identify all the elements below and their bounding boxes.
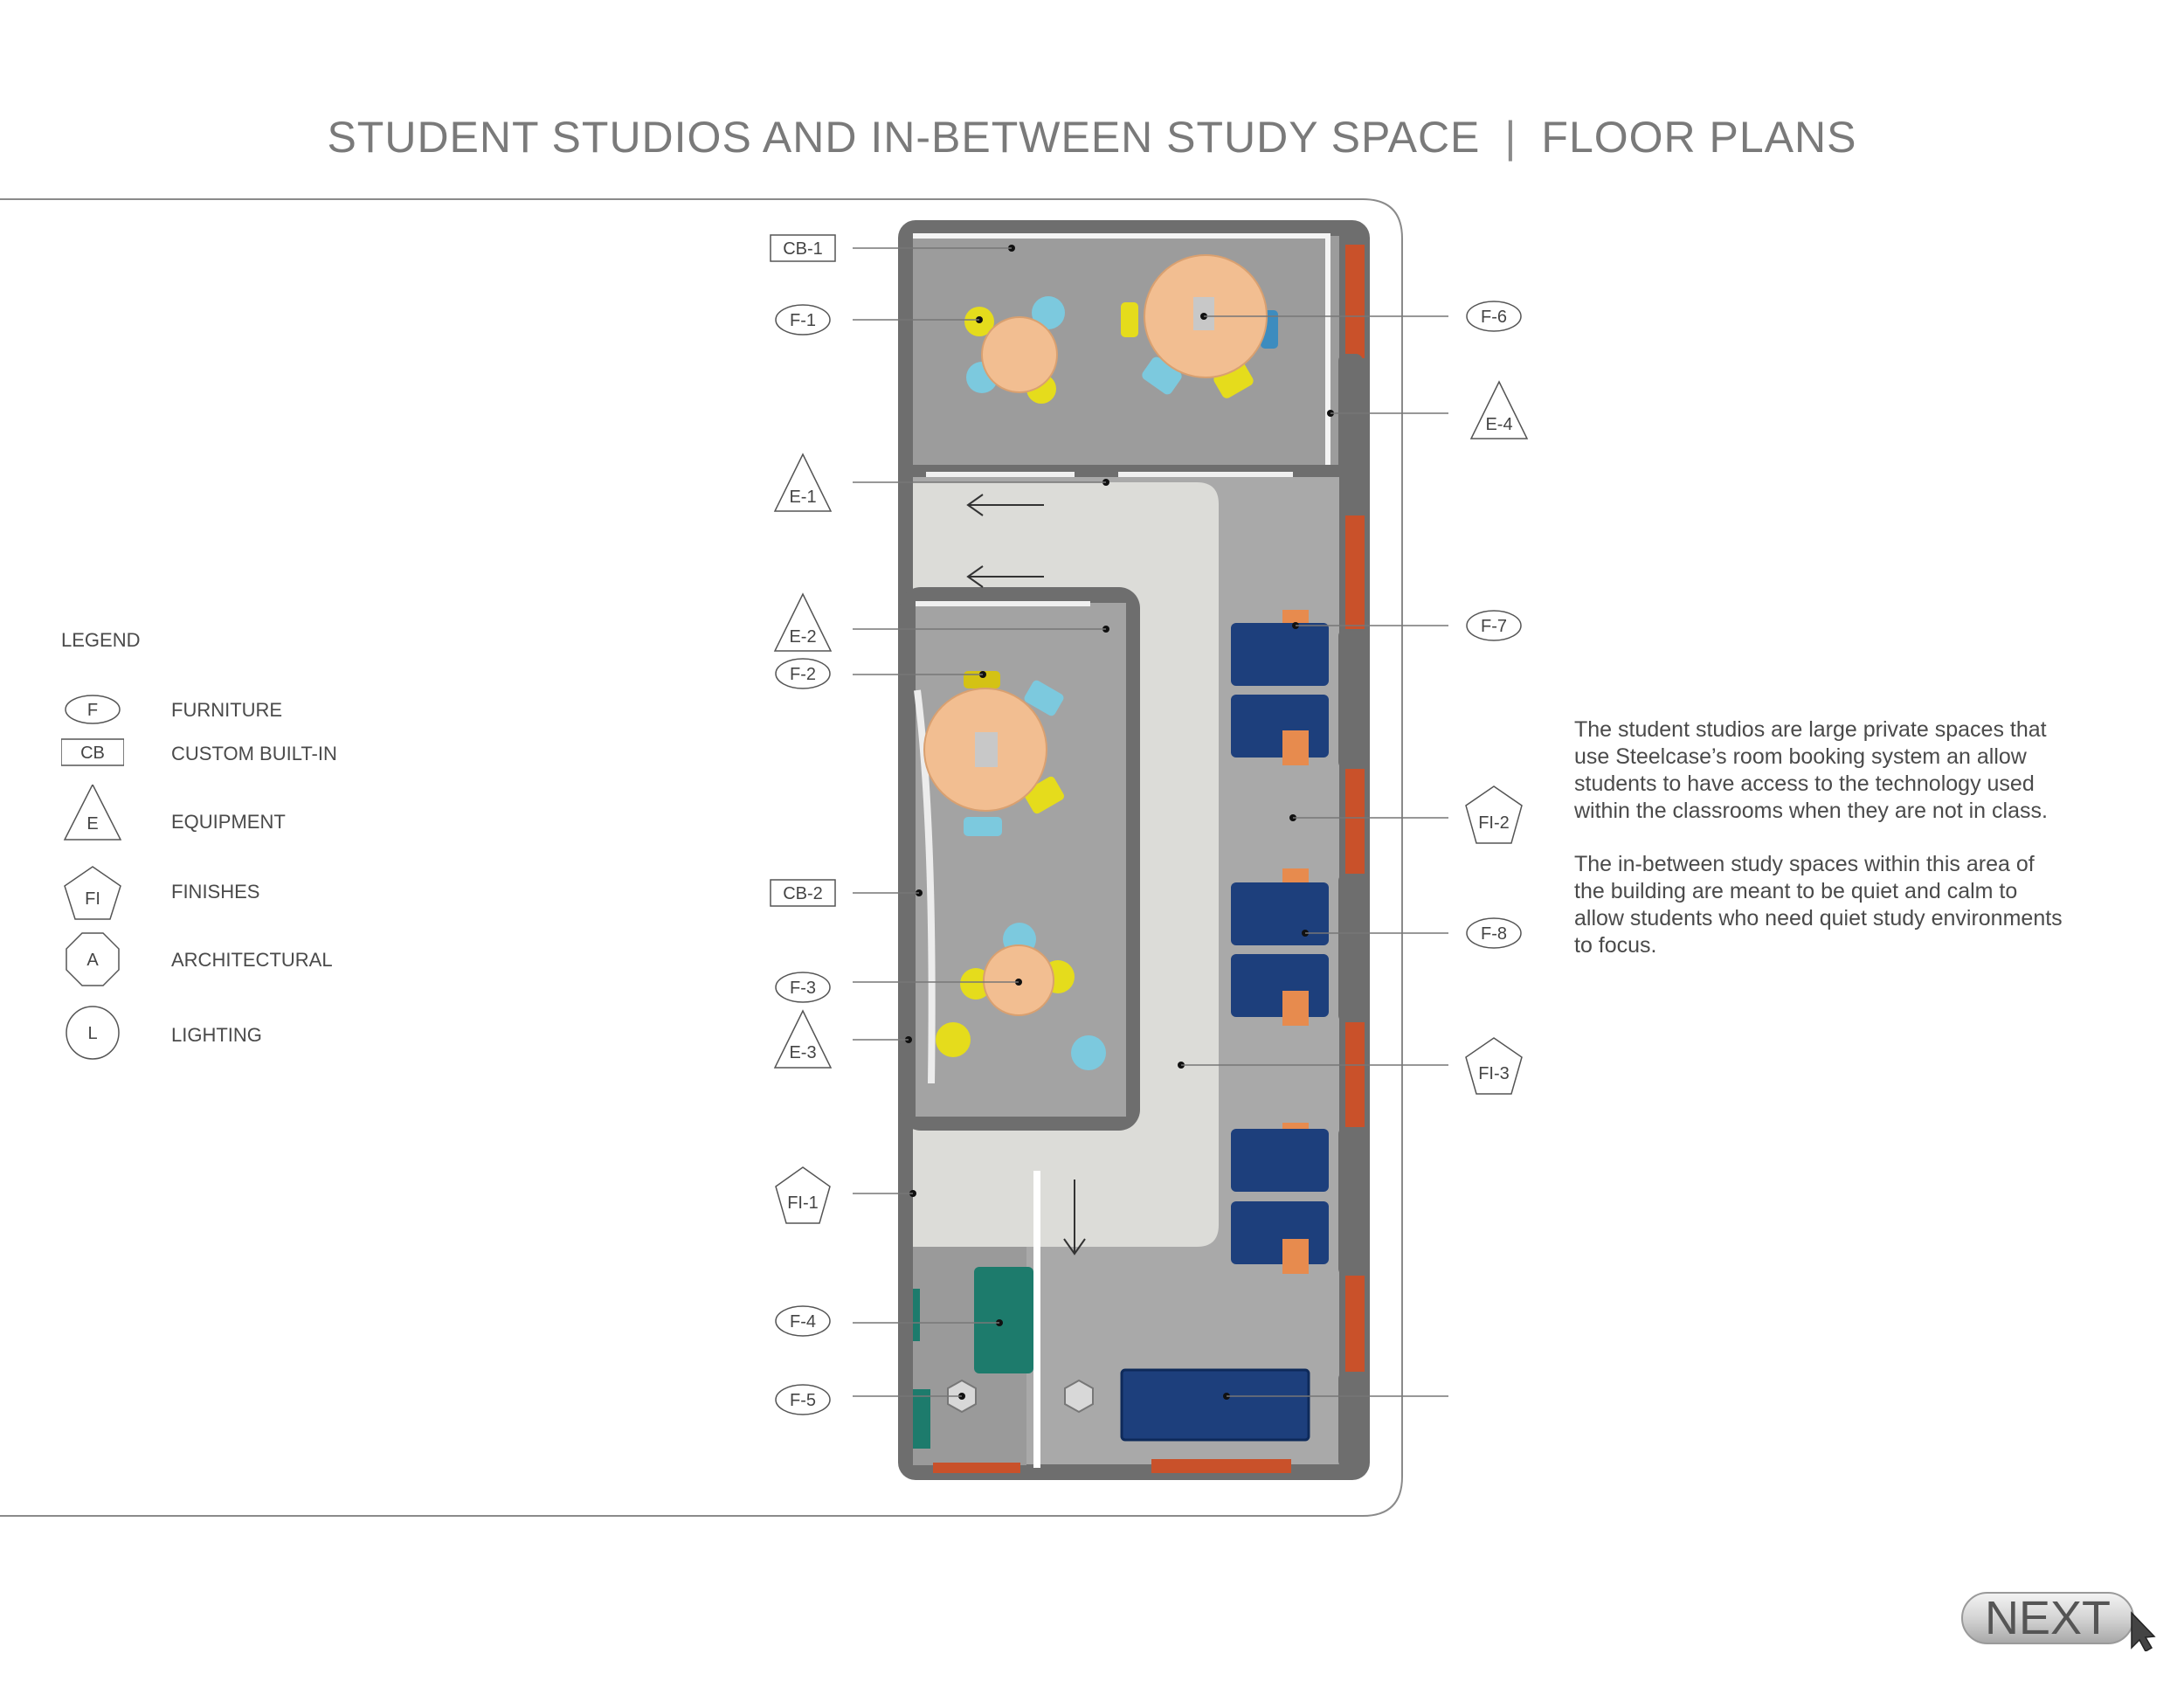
tag-e-3 xyxy=(775,1011,831,1068)
legend-label: ARCHITECTURAL xyxy=(171,949,333,971)
window xyxy=(1345,515,1365,629)
tag-f-8 xyxy=(1467,918,1521,948)
tag-fi-3 xyxy=(1466,1038,1522,1094)
title-left: STUDENT STUDIOS AND IN-BETWEEN STUDY SPACE xyxy=(327,113,1481,162)
arrow-cursor-icon xyxy=(2132,1613,2154,1651)
svg-text:F: F xyxy=(86,701,99,720)
window xyxy=(1345,1276,1365,1372)
next-button[interactable] xyxy=(1960,1590,2156,1651)
next-button-graphic[interactable] xyxy=(1960,1590,2156,1651)
svg-text:E-1: E-1 xyxy=(789,488,817,507)
svg-text:F-8: F-8 xyxy=(1481,924,1507,944)
legend-label: FINISHES xyxy=(171,881,260,903)
svg-text:F-3: F-3 xyxy=(790,979,816,998)
tag-f-4 xyxy=(776,1306,830,1336)
svg-text:FI: FI xyxy=(85,889,100,909)
svg-text:F-5: F-5 xyxy=(790,1391,816,1410)
legend-item-finishes xyxy=(61,865,428,921)
building-plan xyxy=(898,220,1370,1480)
tag-fi-2 xyxy=(1466,786,1522,843)
tag-f-7 xyxy=(1467,611,1521,640)
title-separator: | xyxy=(1504,113,1517,162)
svg-text:CB-1: CB-1 xyxy=(783,239,823,259)
svg-text:F-2: F-2 xyxy=(790,665,816,684)
svg-text:E-3: E-3 xyxy=(789,1043,817,1062)
tag-f-2 xyxy=(776,659,830,688)
svg-text:FI-1: FI-1 xyxy=(787,1193,819,1213)
svg-text:F-6: F-6 xyxy=(1481,308,1507,327)
lighting-circle-icon xyxy=(61,1005,124,1061)
window xyxy=(1345,1022,1365,1127)
tag-e-2 xyxy=(775,594,831,651)
legend-item-lighting xyxy=(61,1005,428,1061)
tag-e-1 xyxy=(775,454,831,511)
studio-top-floor xyxy=(913,236,1339,465)
window xyxy=(1345,245,1365,358)
tag-f-3 xyxy=(776,972,830,1002)
description-paragraph: The student studios are large private spaces that use Steelcase’s room booking system an allow students to have access to the technology used within the classrooms when they are not in class. xyxy=(1574,717,2048,823)
window xyxy=(1345,769,1365,874)
lounge-partition xyxy=(1033,1171,1040,1468)
legend-item-architectural xyxy=(61,931,428,987)
tag-cb-2 xyxy=(771,880,835,906)
svg-text:CB-2: CB-2 xyxy=(783,884,823,903)
svg-text:CB: CB xyxy=(80,744,105,763)
svg-text:FI-3: FI-3 xyxy=(1478,1064,1510,1083)
tag-fi-1 xyxy=(776,1167,830,1223)
svg-text:E-2: E-2 xyxy=(789,627,817,647)
finishes-pentagon-icon xyxy=(61,865,124,921)
svg-text:E: E xyxy=(86,814,99,834)
equipment-triangle-icon xyxy=(61,785,124,841)
tag-cb-1 xyxy=(771,235,835,261)
legend-label: LIGHTING xyxy=(171,1024,262,1046)
title-right: FLOOR PLANS xyxy=(1541,113,1857,162)
architectural-octagon-icon xyxy=(61,931,124,987)
next-label: NEXT xyxy=(1984,1592,2111,1644)
description-paragraph: The in-between study spaces within this area of the building are meant to be quiet and calm to allow students who need quiet study environments to focus. xyxy=(1574,852,2063,958)
legend-label: FURNITURE xyxy=(171,699,283,721)
tag-f-6 xyxy=(1467,301,1521,331)
tag-f-5 xyxy=(776,1385,830,1415)
svg-text:A: A xyxy=(86,951,99,970)
svg-text:L: L xyxy=(87,1024,98,1043)
window xyxy=(1151,1459,1291,1473)
tag-f-1 xyxy=(776,305,830,335)
legend-label: CUSTOM BUILT-IN xyxy=(171,743,337,764)
legend-label: EQUIPMENT xyxy=(171,811,286,833)
window xyxy=(933,1463,1020,1473)
legend-title: LEGEND xyxy=(61,629,141,651)
tag-e-4 xyxy=(1471,382,1527,439)
svg-text:F-7: F-7 xyxy=(1481,617,1507,636)
description-text xyxy=(1574,716,2063,986)
svg-text:F-4: F-4 xyxy=(790,1312,816,1332)
legend-item-equipment xyxy=(61,785,428,841)
svg-text:E-4: E-4 xyxy=(1485,415,1513,434)
svg-text:FI-2: FI-2 xyxy=(1478,813,1510,833)
svg-text:F-1: F-1 xyxy=(790,311,816,330)
